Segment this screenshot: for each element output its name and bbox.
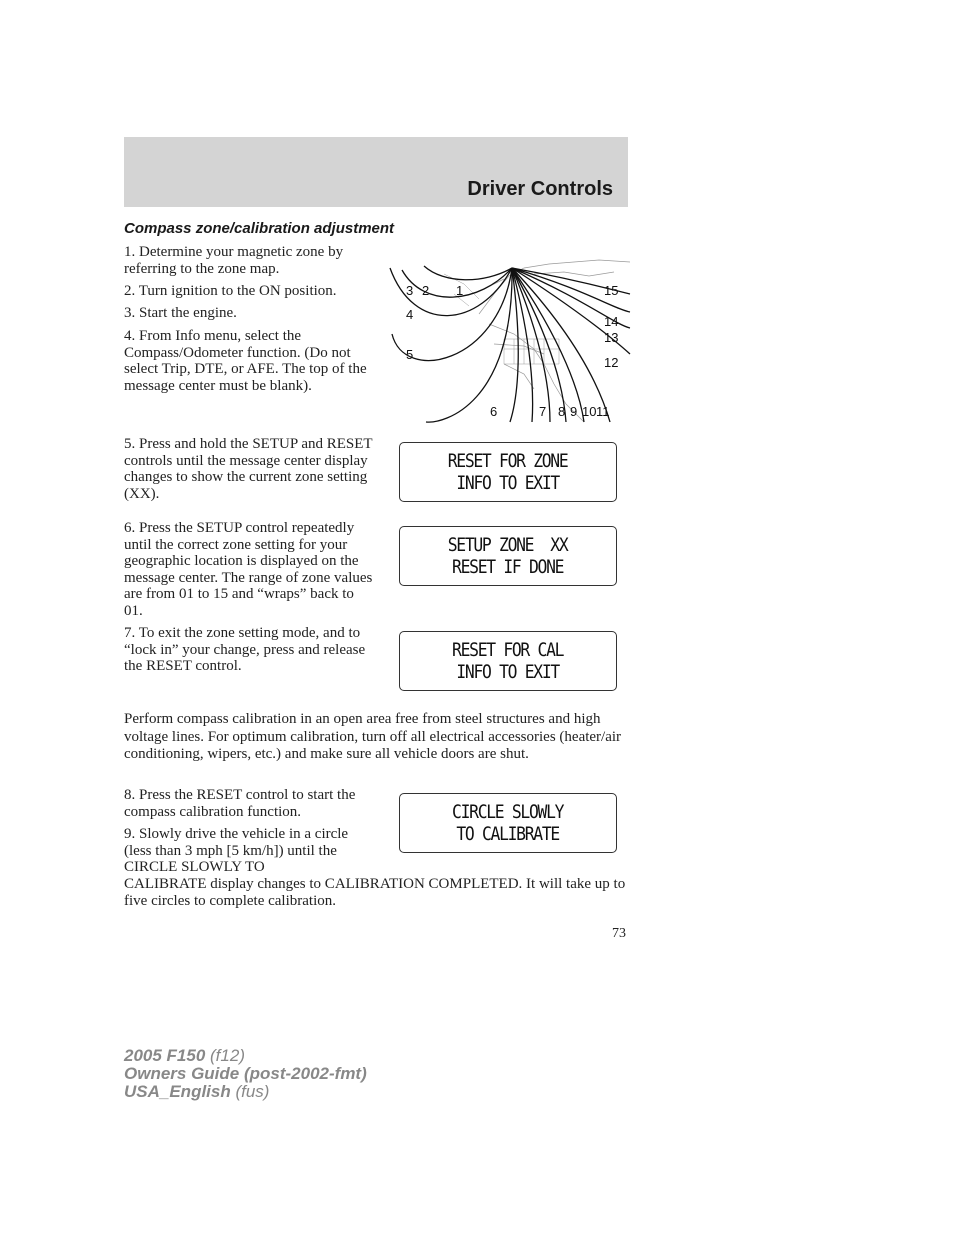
footer-language-code: (fus) bbox=[230, 1082, 270, 1101]
zone-label-13: 13 bbox=[604, 330, 619, 345]
step-5: 5. Press and hold the SETUP and RESET controls until the message center display changes to show the current zone setting (XX). bbox=[124, 436, 373, 502]
message-center-display-reset-for-zone bbox=[399, 442, 617, 502]
display-line-2: RESET IF DONE bbox=[452, 556, 564, 578]
zone-label-6: 6 bbox=[490, 404, 498, 419]
zone-labels bbox=[406, 283, 618, 419]
footer-line-1 bbox=[124, 1047, 367, 1065]
display-line-2: TO CALIBRATE bbox=[456, 823, 560, 845]
display-line-1: SETUP ZONE XX bbox=[448, 534, 568, 556]
zone-label-11: 11 bbox=[596, 404, 610, 419]
footer-line-2: Owners Guide (post-2002-fmt) bbox=[124, 1064, 367, 1083]
step-1: 1. Determine your magnetic zone by referring to the zone map. bbox=[124, 244, 344, 277]
step-8: 8. Press the RESET control to start the compass calibration function. bbox=[124, 787, 356, 820]
display-line-2: INFO TO EXIT bbox=[456, 472, 560, 494]
footer-line-3 bbox=[124, 1083, 367, 1101]
zone-line-1 bbox=[424, 266, 512, 280]
display-line-1: RESET FOR ZONE bbox=[448, 450, 568, 472]
display-line-1: RESET FOR CAL bbox=[452, 639, 564, 661]
calibration-note: Perform compass calibration in an open area free from steel structures and high voltage lines. For optimum calibration, turn off all electrical accessories (heater/air conditioning, wipers, etc.) and make sure all vehicle doors are shut. bbox=[124, 711, 622, 762]
zone-label-8: 8 bbox=[558, 404, 566, 419]
zone-label-15: 15 bbox=[604, 283, 619, 298]
page-header-title: Driver Controls bbox=[467, 178, 613, 200]
step-3: 3. Start the engine. bbox=[124, 305, 237, 321]
step-6: 6. Press the SETUP control repeatedly until the correct zone setting for your geographic location is displayed on the message center. The range of zone values are from 01 to 15 and “wraps” back to 01. bbox=[124, 520, 373, 619]
magnetic-zone-map bbox=[384, 254, 632, 424]
footer-language: USA_English bbox=[124, 1082, 231, 1101]
zone-label-4: 4 bbox=[406, 307, 414, 322]
display-line-1: CIRCLE SLOWLY bbox=[452, 801, 564, 823]
page-number: 73 bbox=[612, 926, 626, 941]
message-center-display-circle-slowly bbox=[399, 793, 617, 853]
message-center-display-reset-for-cal bbox=[399, 631, 617, 691]
zone-label-9: 9 bbox=[570, 404, 578, 419]
zone-label-3: 3 bbox=[406, 283, 414, 298]
zone-label-10: 10 bbox=[582, 404, 597, 419]
footer-model-code: (f12) bbox=[205, 1046, 245, 1065]
zone-label-12: 12 bbox=[604, 355, 619, 370]
footer-model: 2005 F150 bbox=[124, 1046, 206, 1065]
message-center-display-setup-zone bbox=[399, 526, 617, 586]
display-line-2: INFO TO EXIT bbox=[456, 661, 560, 683]
document-footer bbox=[124, 1047, 367, 1101]
zone-label-1: 1 bbox=[456, 283, 464, 298]
step-9-part-b: CALIBRATE display changes to CALIBRATION COMPLETED. It will take up to five circles to complete calibration. bbox=[124, 876, 626, 909]
zone-label-2: 2 bbox=[422, 283, 430, 298]
step-7: 7. To exit the zone setting mode, and to “lock in” your change, press and release the RESET control. bbox=[124, 625, 366, 674]
header-band bbox=[124, 137, 628, 207]
zone-label-14: 14 bbox=[604, 314, 619, 329]
zone-label-5: 5 bbox=[406, 347, 414, 362]
zone-label-7: 7 bbox=[539, 404, 547, 419]
section-title: Compass zone/calibration adjustment bbox=[124, 220, 395, 237]
step-4: 4. From Info menu, select the Compass/Odometer function. (Do not select Trip, DTE, or AFE. The top of the message center must be blank). bbox=[124, 328, 367, 394]
step-2: 2. Turn ignition to the ON position. bbox=[124, 283, 337, 299]
zone-line-5 bbox=[426, 268, 512, 422]
step-9-part-a: 9. Slowly drive the vehicle in a circle (less than 3 mph [5 km/h]) until the CIRCLE SLOWLY TO bbox=[124, 826, 349, 875]
